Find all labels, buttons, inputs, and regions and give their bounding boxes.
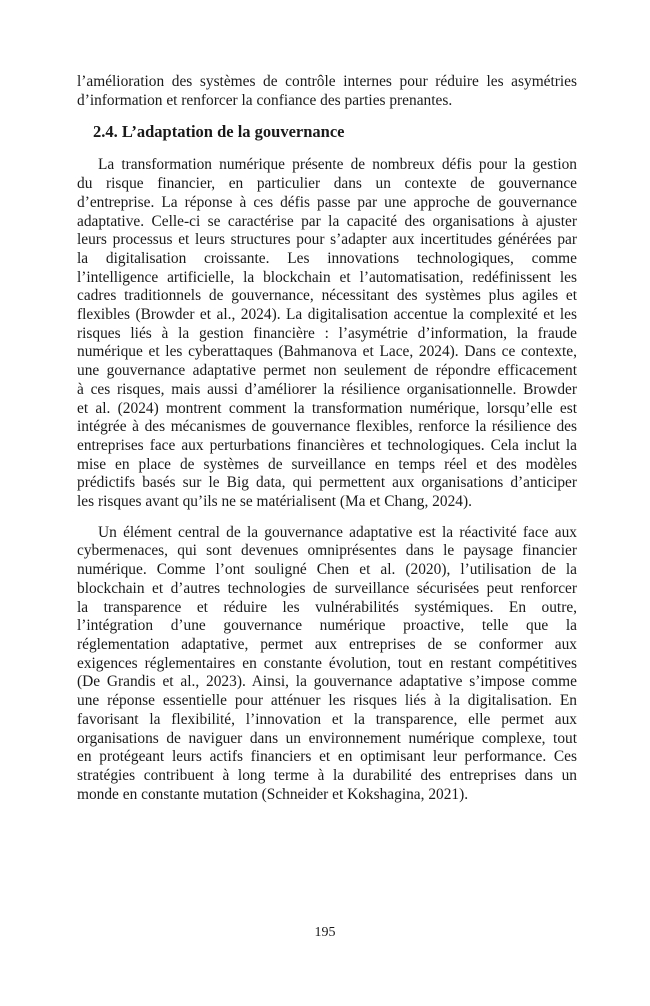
text-line: une réponse essentielle pour atténuer les risques liés à la digitalisation. En: [77, 692, 577, 710]
text-line: monde en constante mutation (Schneider et Kokshagina, 2021).: [77, 785, 469, 803]
text-line: leurs processus et leurs structures pour s’adapter aux incertitudes générées par: [77, 231, 577, 249]
text-line: blockchain et d’autres technologies de surveillance sécurisées peut renforcer: [77, 579, 577, 597]
text-line: cadres traditionnels de gouvernance, nécessitant des systèmes plus agiles et: [77, 287, 577, 305]
text-line: flexibles (Browder et al., 2024). La digitalisation accentue la complexité et les: [77, 306, 577, 324]
text-line: l’amélioration des systèmes de contrôle internes pour réduire les asymétries: [77, 73, 577, 90]
text-line: l’intégration d’une gouvernance numérique proactive, telle que la: [77, 617, 577, 635]
text-line: La transformation numérique présente de nombreux défis pour la gestion: [98, 156, 577, 174]
text-line: numérique. Comme l’ont souligné Chen et al. (2020), l’utilisation de la: [77, 561, 577, 579]
text-line: une gouvernance adaptative permet non seulement de répondre efficacement: [77, 362, 577, 380]
text-line: les risques avant qu’ils ne se matérialisent (Ma et Chang, 2024).: [77, 493, 472, 511]
text-line: d’information et renforcer la confiance des parties prenantes.: [77, 91, 453, 109]
text-line: mise en place de systèmes de surveillance en temps réel et des modèles: [77, 455, 577, 473]
text-line: (De Grandis et al., 2023). Ainsi, la gouvernance adaptative s’impose comme: [77, 673, 577, 691]
text-line: numérique et les cyberattaques (Bahmanova et Lace, 2024). Dans ce contexte,: [77, 343, 577, 361]
text-line: intégrée à des mécanismes de gouvernance flexibles, renforce la résilience des: [77, 418, 577, 436]
text-line: la transparence et réduire les vulnérabilités systémiques. En outre,: [77, 598, 577, 616]
text-line: réglementation adaptative, permet aux entreprises de se conformer aux: [77, 635, 577, 653]
text-line: entreprises face aux perturbations financières et technologiques. Cela inclut la: [77, 436, 577, 454]
page-number: 195: [314, 925, 336, 940]
text-line: et al. (2024) montrent comment la transformation numérique, lorsqu’elle est: [77, 399, 577, 417]
text-line: cybermenaces, qui sont devenues omniprésentes dans le paysage financier: [77, 542, 577, 560]
text-line: à ces risques, mais aussi d’améliorer la résilience organisationnelle. Browder: [77, 380, 577, 398]
paragraph-2: [77, 524, 577, 805]
paragraph-1: [77, 156, 577, 511]
text-line: Un élément central de la gouvernance adaptative est la réactivité face aux: [98, 523, 577, 541]
section-heading: 2.4. L’adaptation de la gouvernance: [93, 122, 345, 142]
paragraph-gap: [77, 512, 577, 524]
text-line: prédictifs basés sur le Big data, qui permettent aux organisations d’anticiper: [77, 474, 577, 492]
text-line: l’intelligence artificielle, la blockchain et l’automatisation, redéfinissent les: [77, 268, 577, 286]
text-line: adaptative. Celle-ci se caractérise par la capacité des organisations à ajuster: [77, 212, 577, 230]
text-line: d’entreprise. La réponse à ces défis passe par une approche de gouvernance: [77, 193, 577, 211]
text-line: favorisant la flexibilité, l’innovation et la transparence, elle permet aux: [77, 710, 577, 728]
text-line: exigences réglementaires en constante évolution, tout en restant compétitives: [77, 654, 577, 672]
text-line: du risque financier, en particulier dans un contexte de gouvernance: [77, 175, 577, 193]
text-line: stratégies contribuent à long terme à la durabilité des entreprises dans un: [77, 766, 577, 784]
text-line: organisations de naviguer dans un environnement numérique complexe, tout: [77, 729, 577, 747]
text-line: en protégeant leurs actifs financiers et en optimisant leur performance. Ces: [77, 748, 577, 766]
text-line: la digitalisation croissante. Les innovations technologiques, comme: [77, 249, 577, 267]
intro-paragraph: [77, 73, 577, 110]
text-line: risques liés à la gestion financière : l’asymétrie d’information, la fraude: [77, 324, 577, 342]
body-text: [77, 73, 577, 804]
